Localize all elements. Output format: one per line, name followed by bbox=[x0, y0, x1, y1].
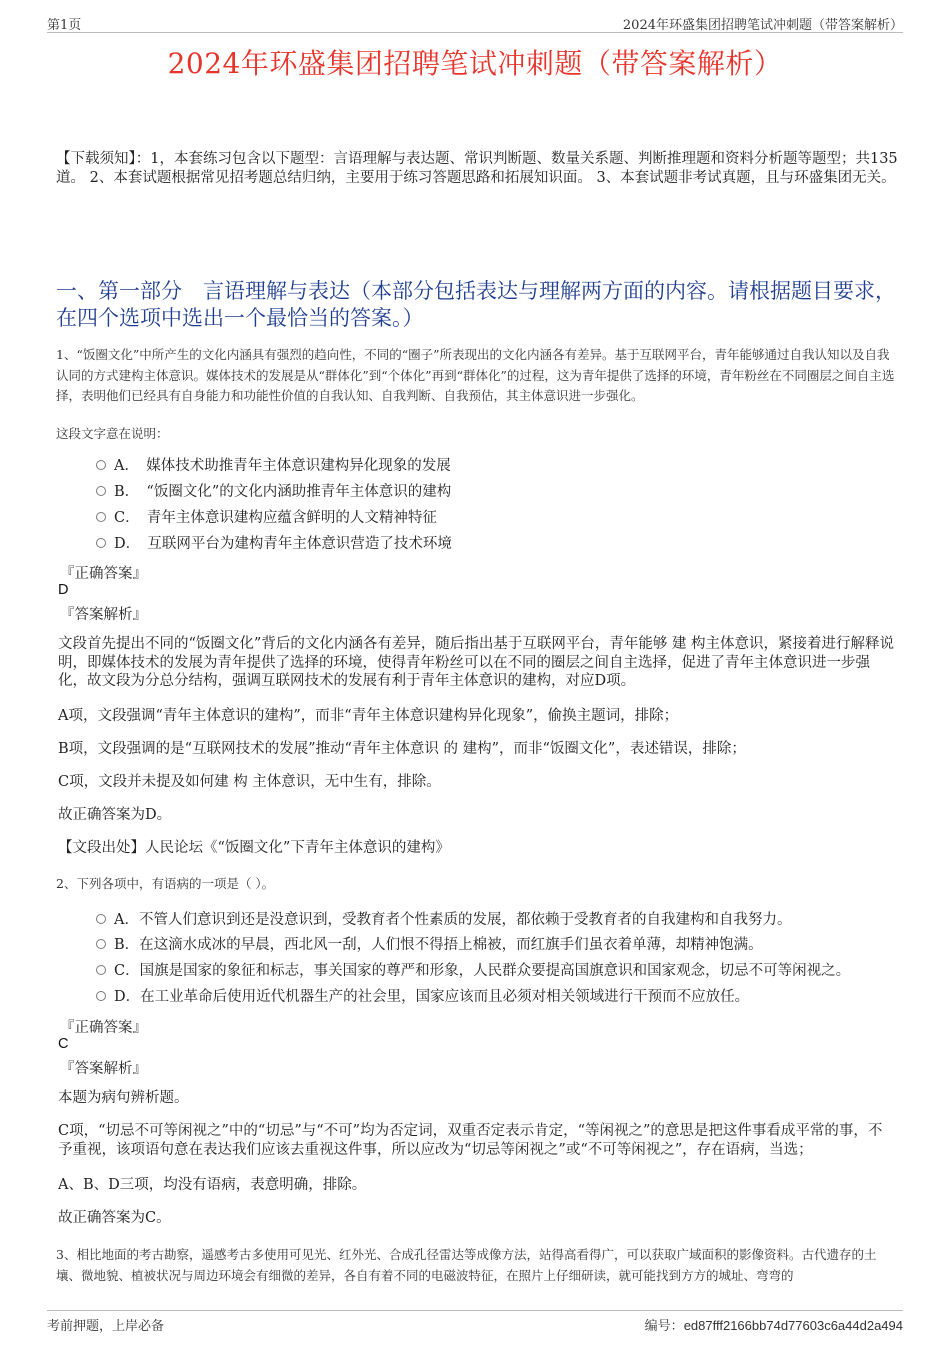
radio-icon[interactable] bbox=[96, 939, 106, 949]
question-1-source: 【文段出处】人民论坛《“饭圈文化”下青年主体意识的建构》 bbox=[58, 840, 450, 856]
question-2-option-b[interactable]: B．在这滴水成冰的早晨，西北风一刮，人们恨不得捂上棉被，而红旗手们虽衣着单薄，却精神饱满。 bbox=[96, 935, 896, 955]
question-2-analysis-others: A、B、D三项，均没有语病，表意明确，排除。 bbox=[58, 1177, 367, 1193]
question-1-analysis-main: 文段首先提出不同的“饭圈文化”背后的文化内涵各有差异，随后指出基于互联网平台，青年能够 建 构主体意识，紧接着进行解释说明，即媒体技术的发展为青年提供了选择的环境，使得青年粉丝可以在不同的圈层之间自主选择，促进了青年主体意识进一步强化，故文段为分总分结构，强调互联网技术的发展有利于青年主体意识的建构，对应D项。 bbox=[58, 636, 895, 689]
question-2-option-a[interactable]: A．不管人们意识到还是没意识到，受教育者个性素质的发展，都依赖于受教育者的自我建构和自我努力。 bbox=[96, 910, 896, 930]
question-3-stem: 3、相比地面的考古勘察，遥感考古多使用可见光、红外光、合成孔径雷达等成像方法，站得高看得广，可以获取广域面积的影像资料。古代遗存的土壤、微地貌、植被状况与周边环境会有细微的差异，各自有着不同的电磁波特征，在照片上仔细研读，就可能找到方方的城址、弯弯的 bbox=[56, 1247, 877, 1283]
question-2-option-d[interactable]: D．在工业革命后使用近代机器生产的社会里，国家应该而且必须对相关领域进行干预而不应放任。 bbox=[96, 987, 896, 1007]
correct-answer-label: 『正确答案』 bbox=[60, 566, 147, 582]
page-header bbox=[47, 10, 903, 33]
question-1-option-d[interactable]: D． 互联网平台为建构青年主体意识营造了技术环境 bbox=[96, 534, 896, 554]
question-1-prompt: 这段文字意在说明： bbox=[56, 426, 169, 441]
radio-icon[interactable] bbox=[96, 486, 106, 496]
correct-answer-label: 『正确答案』 bbox=[60, 1020, 147, 1036]
page-title: 2024年环盛集团招聘笔试冲刺题（带答案解析） bbox=[167, 47, 783, 80]
question-1-option-a[interactable]: A． 媒体技术助推青年主体意识建构异化现象的发展 bbox=[96, 456, 896, 476]
question-2-conclusion: 故正确答案为C。 bbox=[58, 1210, 171, 1226]
question-1-option-b[interactable]: B． “饭圈文化”的文化内涵助推青年主体意识的建构 bbox=[96, 482, 896, 502]
section-title: 一、第一部分 言语理解与表达（本部分包括表达与理解两方面的内容。请根据题目要求，在四个选项中选出一个最恰当的答案。） bbox=[56, 279, 896, 330]
page-footer bbox=[47, 1310, 903, 1337]
radio-icon[interactable] bbox=[96, 914, 106, 924]
question-1-analysis-c: C项，文段并未提及如何建 构 主体意识，无中生有，排除。 bbox=[58, 774, 441, 790]
radio-icon[interactable] bbox=[96, 965, 106, 975]
radio-icon[interactable] bbox=[96, 512, 106, 522]
question-1-analysis-a: A项，文段强调“青年主体意识的建构”，而非“青年主体意识建构异化现象”，偷换主题词，排除； bbox=[58, 708, 679, 724]
radio-icon[interactable] bbox=[96, 460, 106, 470]
question-1-stem: 1、“饭圈文化”中所产生的文化内涵具有强烈的趋向性，不同的“圈子”所表现出的文化内涵各有差异。基于互联网平台，青年能够通过自我认知以及自我认同的方式建构主体意识。媒体技术的发展是从“群体化”到“个体化”再到“群体化”的过程，这为青年提供了选择的环境，青年粉丝在不同圈层之间自主选择，表明他们已经具有自身能力和功能性价值的自我认知、自我判断、自我预估，其主体意识进一步强化。 bbox=[56, 347, 895, 403]
analysis-label: 『答案解析』 bbox=[60, 607, 147, 623]
question-1-answer: D bbox=[58, 582, 69, 598]
question-2-option-c[interactable]: C．国旗是国家的象征和标志，事关国家的尊严和形象，人民群众要提高国旗意识和国家观念，切忌不可等闲视之。 bbox=[96, 961, 896, 981]
document-code: 编号：ed87fff2166bb74d77603c6a44d2a494 bbox=[644, 1318, 903, 1334]
question-2-analysis-c: C项，“切忌不可等闲视之”中的“切忌”与“不可”均为否定词，双重否定表示肯定，“等闲视之”的意思是把这件事看成平常的事，不予重视，该项语句意在表达我们应该去重视这件事，所以应改为“切忌等闲视之”或“不可等闲视之”，存在语病，当选； bbox=[58, 1123, 883, 1158]
analysis-label: 『答案解析』 bbox=[60, 1061, 147, 1077]
radio-icon[interactable] bbox=[96, 991, 106, 1001]
question-1-analysis-b: B项，文段强调的是“互联网技术的发展”推动“青年主体意识 的 建构”，而非“饭圈文化”，表述错误，排除； bbox=[58, 741, 746, 757]
footer-slogan: 考前押题，上岸必备 bbox=[47, 1319, 165, 1334]
download-notice: 【下载须知】：1，本套练习包含以下题型：言语理解与表达题、常识判断题、数量关系题、判断推理题和资料分析题等题型；共135道。 2、本套试题根据常见招考题总结归纳，主要用于练习答题思路和拓展知识面。 3、本套试题非考试真题，且与环盛集团无关。 bbox=[56, 151, 898, 186]
radio-icon[interactable] bbox=[96, 538, 106, 548]
question-2-analysis-intro: 本题为病句辨析题。 bbox=[58, 1090, 189, 1106]
header-doc-title: 2024年环盛集团招聘笔试冲刺题（带答案解析） bbox=[622, 18, 903, 33]
question-1-option-c[interactable]: C． 青年主体意识建构应蕴含鲜明的人文精神特征 bbox=[96, 508, 896, 528]
question-2-stem: 2、下列各项中，有语病的一项是（ ）。 bbox=[56, 876, 275, 891]
question-1-conclusion: 故正确答案为D。 bbox=[58, 807, 172, 823]
page-number: 第1页 bbox=[47, 18, 82, 33]
question-2-answer: C bbox=[58, 1036, 69, 1052]
